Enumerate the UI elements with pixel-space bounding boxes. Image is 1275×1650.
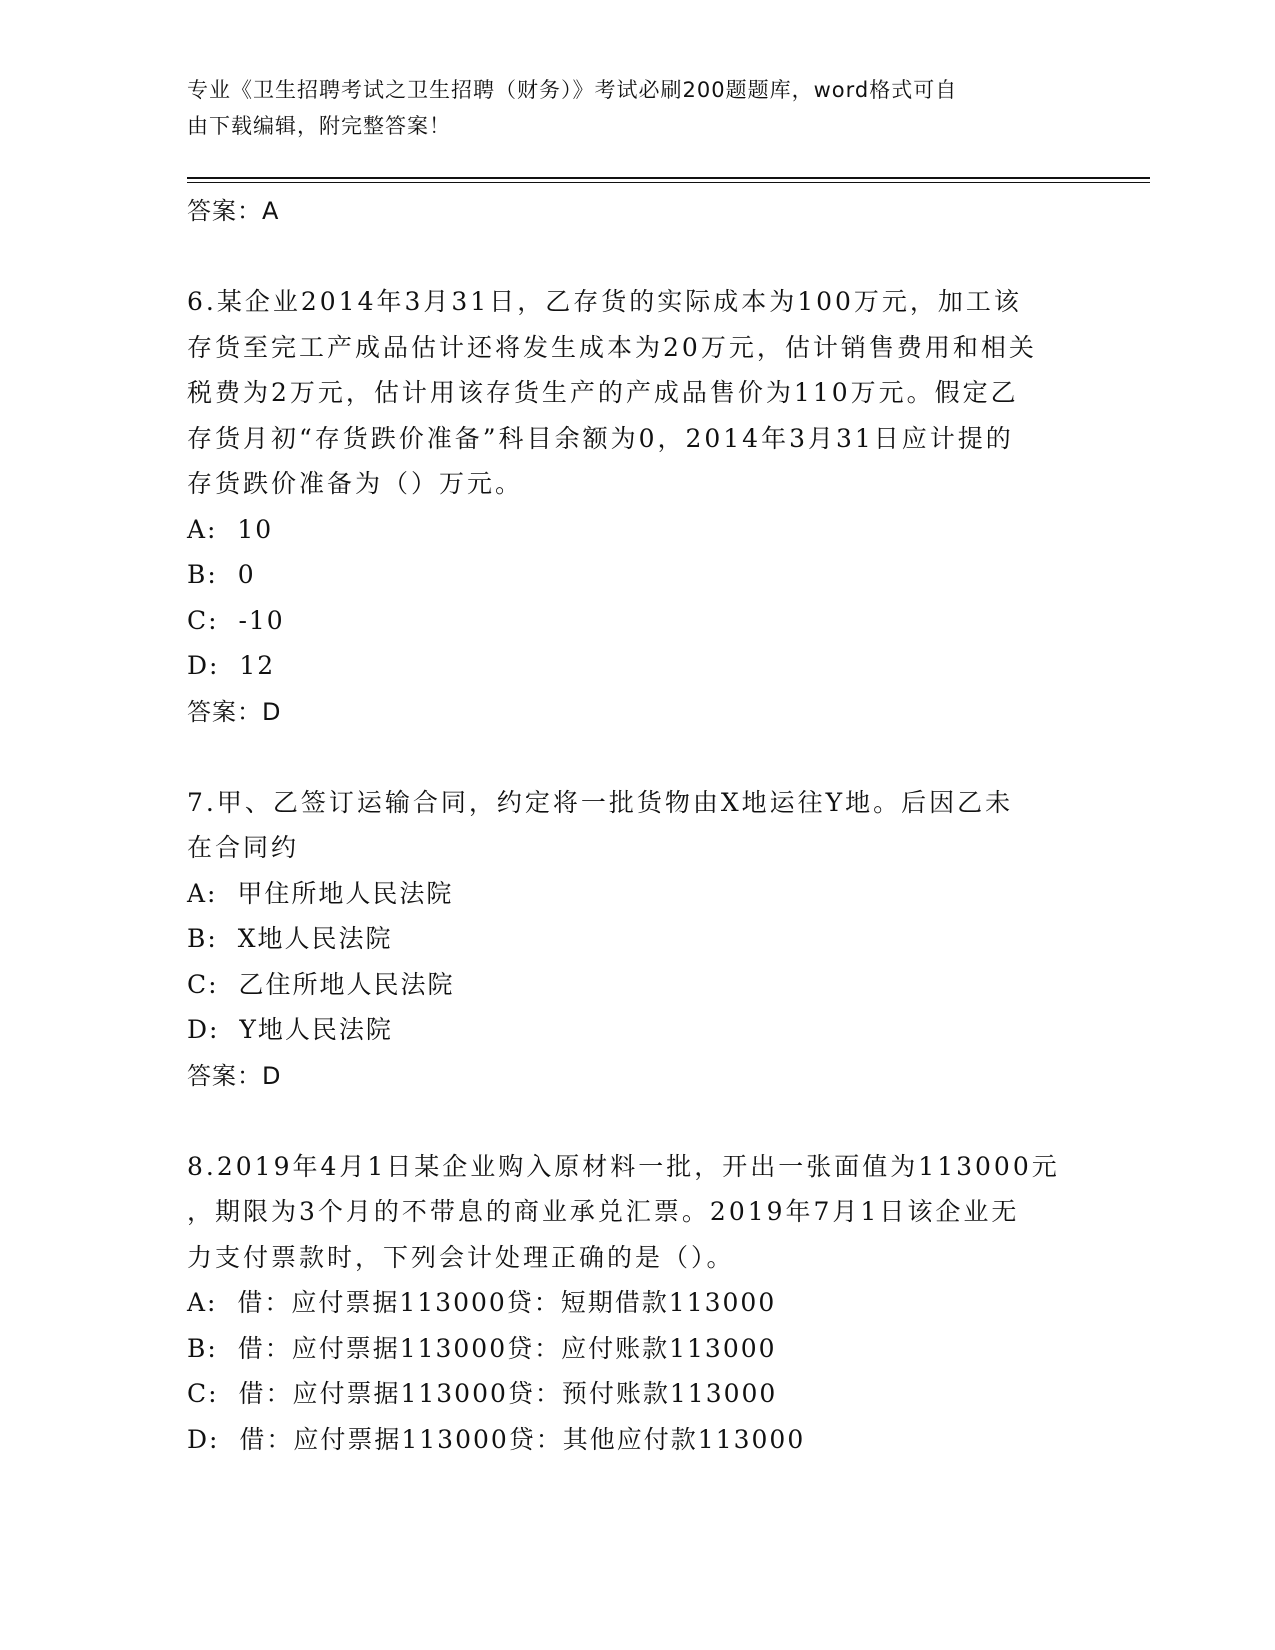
spacer [187, 234, 1087, 279]
header-divider-thin [187, 182, 1150, 183]
question-stem-line: 8.2019年4月1日某企业购入原材料一批，开出一张面值为113000元 [187, 1151, 1060, 1181]
header-line-2: 由下载编辑，附完整答案！ [187, 114, 451, 138]
question-stem-line: 7.甲、乙签订运输合同，约定将一批货物由X地运往Y地。后因乙未 [187, 787, 1014, 817]
option-b: B: 借：应付票据113000贷：应付账款113000 [187, 1333, 777, 1363]
option-d: D: Y地人民法院 [187, 1015, 393, 1044]
option-d: D: 12 [187, 651, 276, 680]
header-divider-thick [187, 177, 1150, 179]
question-stem-line: ，期限为3个月的不带息的商业承兑汇票。2019年7月1日该企业无 [187, 1197, 1020, 1226]
document-header [187, 72, 1067, 144]
option-a: A: 甲住所地人民法院 [187, 878, 454, 908]
option-a: A: 10 [187, 514, 274, 544]
question-6 [187, 279, 1087, 735]
spacer [187, 1099, 1087, 1144]
option-c: C: 借：应付票据113000贷：预付账款113000 [187, 1379, 778, 1408]
question-list [187, 188, 1087, 1462]
answer-line: 答案：A [187, 197, 280, 225]
option-c: C: -10 [187, 605, 285, 635]
option-a: A: 借：应付票据113000贷：短期借款113000 [187, 1288, 777, 1317]
question-stem-line: 存货跌价准备为（）万元。 [187, 469, 524, 498]
option-c: C: 乙住所地人民法院 [187, 969, 455, 999]
question-8 [187, 1144, 1087, 1463]
header-line-1: 专业《卫生招聘考试之卫生招聘（财务）》考试必刷200题题库，word格式可自 [187, 78, 958, 102]
question-stem-line: 存货至完工产成品估计还将发生成本为20万元，估计销售费用和相关 [187, 332, 1037, 362]
question-stem-line: 在合同约 [187, 833, 300, 862]
answer-line: 答案：D [187, 697, 282, 726]
answer-line: 答案：D [187, 1061, 282, 1090]
option-d: D: 借：应付票据113000贷：其他应付款113000 [187, 1424, 806, 1454]
question-stem-line: 存货月初“存货跌价准备”科目余额为0，2014年3月31日应计提的 [187, 423, 1014, 453]
question-7 [187, 780, 1087, 1099]
option-b: B: 0 [187, 560, 256, 589]
option-b: B: X地人民法院 [187, 924, 393, 953]
question-stem-line: 力支付票款时，下列会计处理正确的是（）。 [187, 1242, 735, 1272]
question-stem-line: 税费为2万元，估计用该存货生产的产成品售价为110万元。假定乙 [187, 378, 1019, 407]
spacer [187, 735, 1087, 780]
question-stem-line: 6.某企业2014年3月31日，乙存货的实际成本为100万元，加工该 [187, 287, 1022, 316]
